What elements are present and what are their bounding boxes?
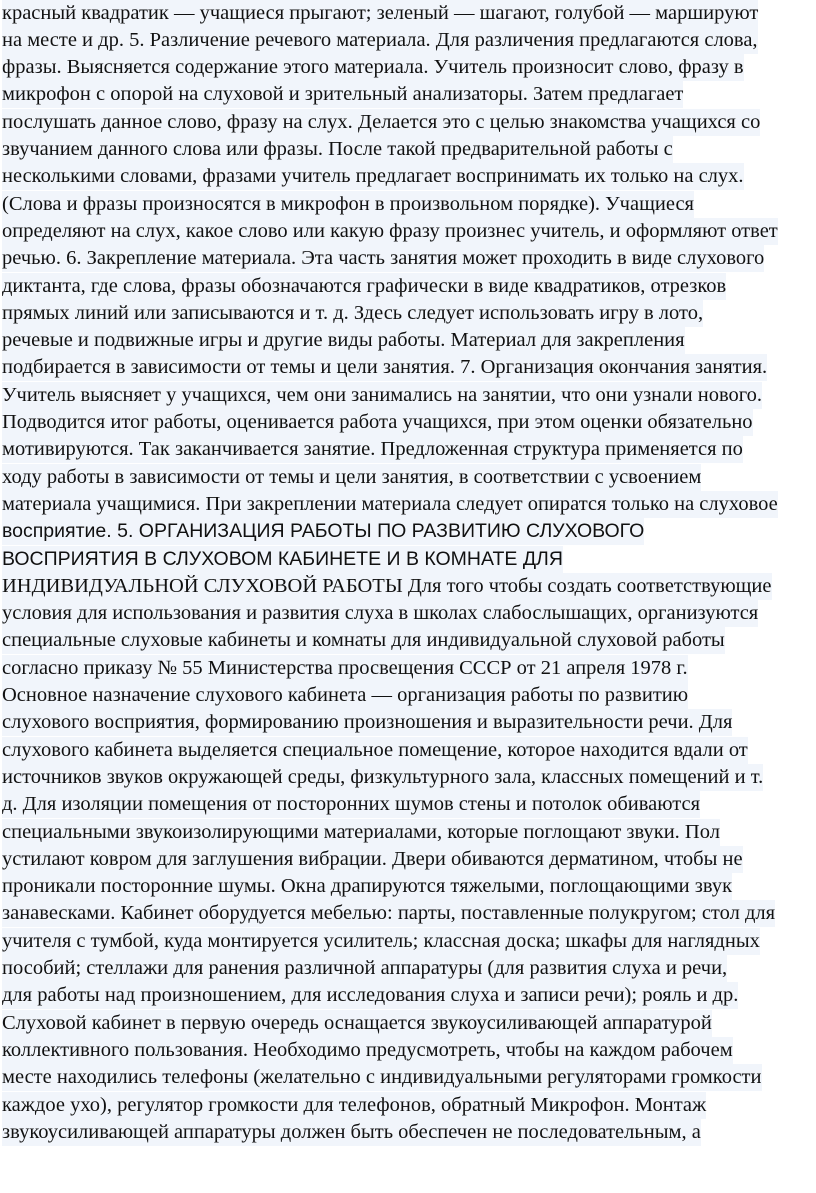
text-line: диктанта, где слова, фразы обозначаются графически в виде квадратиков, отрезков: [2, 273, 726, 300]
text-line: материала учащимися. При закреплении материала следует опиратся только на слуховое: [2, 491, 778, 518]
text-line: послушать данное слово, фразу на слух. Делается это с целью знакомства учащихся со: [2, 109, 760, 136]
text-line: согласно приказу № 55 Министерства просвещения СССР от 21 апреля 1978 г.: [2, 655, 688, 682]
text-line: микрофон с опорой на слуховой и зрительный анализаторы. Затем предлагает: [2, 81, 683, 108]
text-line: ИНДИВИДУАЛЬНОЙ СЛУХОВОЙ РАБОТЫ Для того чтобы создать соответствующие: [2, 573, 772, 600]
text-line: речевые и подвижные игры и другие виды работы. Материал для закрепления: [2, 327, 685, 354]
text-line: каждое ухо), регулятор громкости для телефонов, обратный Микрофон. Монтаж: [2, 1092, 706, 1119]
text-line: Подводится итог работы, оценивается работа учащихся, при этом оценки обязательно: [2, 409, 753, 436]
text-line: месте находились телефоны (желательно с индивидуальными регуляторами громкости: [2, 1064, 762, 1091]
text-line: на месте и др. 5. Различение речевого материала. Для различения предлагаются слова,: [2, 27, 758, 54]
text-line: Основное назначение слухового кабинета — организация работы по развитию: [2, 682, 688, 709]
text-line: фразы. Выясняется содержание этого материала. Учитель произносит слово, фразу в: [2, 54, 744, 81]
text-line: занавесками. Кабинет оборудуется мебелью: парты, поставленные полукругом; стол для: [2, 900, 775, 927]
text-line: прямых линий или записываются и т. д. Здесь следует использовать игру в лото,: [2, 300, 703, 327]
text-line: источников звуков окружающей среды, физкультурного зала, классных помещений и т.: [2, 764, 763, 791]
text-line: звукоусиливающей аппаратуры должен быть обеспечен не последовательным, а: [2, 1119, 701, 1146]
text-line: слухового кабинета выделяется специальное помещение, которое находится вдали от: [2, 737, 748, 764]
text-line: определяют на слух, какое слово или какую фразу произнес учитель, и оформляют ответ: [2, 218, 778, 245]
text-line: ходу работы в зависимости от темы и цели занятия, в соответствии с усвоением: [2, 464, 701, 491]
text-line: условия для использования и развития слуха в школах слабослышащих, организуются: [2, 600, 758, 627]
text-line: звучанием данного слова или фразы. После такой предварительной работы с: [2, 136, 673, 163]
text-line: красный квадратик — учащиеся прыгают; зеленый — шагают, голубой — маршируют: [2, 0, 758, 27]
text-line: слухового восприятия, формированию произношения и выразительности речи. Для: [2, 709, 732, 736]
section-heading-line: восприятие. 5. ОРГАНИЗАЦИЯ РАБОТЫ ПО РАЗВИТИЮ СЛУХОВОГО: [2, 518, 644, 545]
text-line: пособий; стеллажи для ранения различной аппаратуры (для развития слуха и речи,: [2, 955, 727, 982]
text-line: Учитель выясняет у учащихся, чем они занимались на занятии, что они узнали нового.: [2, 382, 762, 409]
text-line: речью. 6. Закрепление материала. Эта часть занятия может проходить в виде слухового: [2, 245, 764, 272]
text-line: устилают ковром для заглушения вибрации. Двери обиваются дерматином, чтобы не: [2, 846, 743, 873]
text-line: коллективного пользования. Необходимо предусмотреть, чтобы на каждом рабочем: [2, 1037, 733, 1064]
text-line: учителя с тумбой, куда монтируется усилитель; классная доска; шкафы для наглядных: [2, 928, 760, 955]
text-line: подбирается в зависимости от темы и цели занятия. 7. Организация окончания занятия.: [2, 354, 767, 381]
text-line: проникали посторонние шумы. Окна драпируются тяжелыми, поглощающими звук: [2, 873, 732, 900]
text-line: специальными звукоизолирующими материалами, которые поглощают звуки. Пол: [2, 819, 720, 846]
text-line: (Слова и фразы произносятся в микрофон в произвольном порядке). Учащиеся: [2, 191, 694, 218]
text-line: мотивируются. Так заканчивается занятие. Предложенная структура применяется по: [2, 436, 743, 463]
text-line: Слуховой кабинет в первую очередь оснащается звукоусиливающей аппаратурой: [2, 1010, 712, 1037]
text-line: д. Для изоляции помещения от посторонних шумов стены и потолок обиваются: [2, 791, 700, 818]
text-line: для работы над произношением, для исследования слуха и записи речи); рояль и др.: [2, 982, 738, 1009]
section-heading-line: ВОСПРИЯТИЯ В СЛУХОВОМ КАБИНЕТЕ И В КОМНАТЕ ДЛЯ: [2, 546, 563, 573]
text-line: специальные слуховые кабинеты и комнаты для индивидуальной слуховой работы: [2, 627, 725, 654]
text-line: несколькими словами, фразами учитель предлагает воспринимать их только на слух.: [2, 163, 744, 190]
